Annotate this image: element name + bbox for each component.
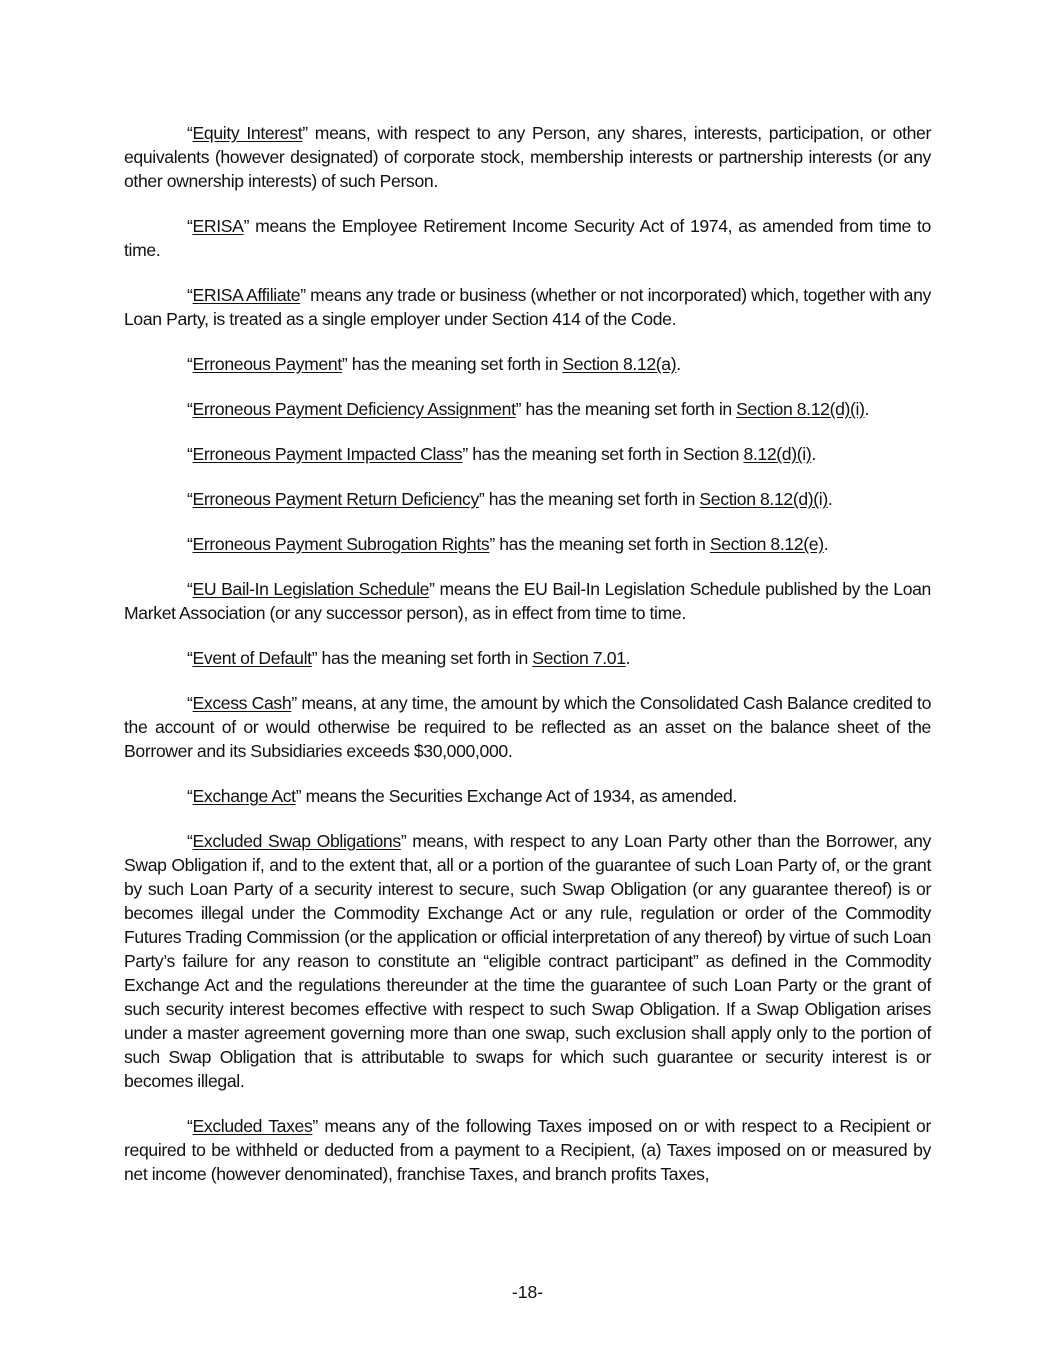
definition-text: has the meaning set forth in (347, 354, 563, 374)
definition-text: . (864, 399, 870, 419)
definition-paragraph: “Erroneous Payment Subrogation Rights” has the meaning set forth in Section 8.12(e). (187, 534, 829, 554)
definitions-section (124, 121, 931, 1207)
definition-paragraph: “EU Bail-In Legislation Schedule” means the EU Bail-In Legislation Schedule published by the Loan Market Association (or any successor person), as in effect from time to time. (124, 579, 931, 623)
defined-term: Excluded Swap Obligations (192, 831, 401, 851)
definition-text: . (625, 648, 631, 668)
page-number: -18- (511, 1282, 544, 1302)
definition-text: has the meaning set forth in Section (467, 444, 744, 464)
definition-text: means, at any time, the amount by which the Consolidated Cash Balance credited to the account of or would otherwise be required to be reflected as an asset on the balance sheet of the Borrower and its Subsidiaries exceeds $30,000,000. (124, 693, 931, 761)
defined-term: Excluded Taxes (192, 1116, 313, 1136)
definition-paragraph: “Excess Cash” means, at any time, the amount by which the Consolidated Cash Balance credited to the account of or would otherwise be required to be reflected as an asset on the balance sheet of the Borrower and its Subsidiaries exceeds $30,000,000. (124, 693, 931, 761)
definition-text: means the Securities Exchange Act of 1934, as amended. (301, 786, 737, 806)
definition-text: means the Employee Retirement Income Security Act of 1974, as amended from time to time. (124, 216, 931, 260)
defined-term: Event of Default (192, 648, 312, 668)
defined-term: ERISA Affiliate (192, 285, 301, 305)
defined-term: Erroneous Payment (192, 354, 342, 374)
definition-paragraph: “Equity Interest” means, with respect to any Person, any shares, interests, participation, or other equivalents (however designated) of corporate stock, membership interests or partnership interests (or any other ownership interests) of such Person. (124, 123, 931, 191)
section-reference: 8.12(d)(i) (743, 444, 812, 464)
section-reference: Section 7.01 (532, 648, 626, 668)
definition-paragraph: “Exchange Act” means the Securities Exchange Act of 1934, as amended. (187, 786, 737, 806)
definition-text: means, with respect to any Loan Party other than the Borrower, any Swap Obligation if, and to the extent that, all or a portion of the guarantee of such Loan Party of, or the grant by such Loan Party of a security interest to secure, such Swap Obligation (or any guarantee thereof) is or becomes illegal under the Commodity Exchange Act or any rule, regulation or order of the Commodity Futures Trading Commission (or the application or official interpretation of any thereof) by virtue of such Loan Party’s failure for any reason to constitute an “eligible contract participant” as defined in the Commodity Exchange Act and the regulations thereunder at the time the guarantee of such Loan Party or the grant of such security interest becomes effective with respect to such Swap Obligation. If a Swap Obligation arises under a master agreement governing more than one swap, such exclusion shall apply only to the portion of such Swap Obligation that is attributable to swaps for which such guarantee or security interest is or becomes illegal. (124, 831, 931, 1091)
definition-paragraph: “Erroneous Payment Deficiency Assignment” has the meaning set forth in Section 8.12(d)(i). (187, 399, 870, 419)
definition-text: . (823, 534, 829, 554)
definition-text: . (811, 444, 816, 464)
definition-text: means, with respect to any Person, any shares, interests, participation, or other equivalents (however designated) of corporate stock, membership interests or partnership interests (or any other ownership interests) of such Person. (124, 123, 931, 191)
definition-paragraph: “Erroneous Payment Return Deficiency” has the meaning set forth in Section 8.12(d)(i). (187, 489, 833, 509)
section-reference: Section 8.12(d)(i) (699, 489, 828, 509)
definition-paragraph: “Excluded Taxes” means any of the following Taxes imposed on or with respect to a Recipient or required to be withheld or deducted from a payment to a Recipient, (a) Taxes imposed on or measured by net income (however denominated), franchise Taxes, and branch profits Taxes, (124, 1116, 931, 1184)
section-reference: Section 8.12(a) (562, 354, 677, 374)
definition-text: . (827, 489, 833, 509)
defined-term: Equity Interest (192, 123, 303, 143)
definition-text: has the meaning set forth in (521, 399, 737, 419)
definition-paragraph: “Erroneous Payment Impacted Class” has the meaning set forth in Section 8.12(d)(i). (187, 444, 816, 464)
definition-text: has the meaning set forth in (317, 648, 533, 668)
definition-text: means any trade or business (whether or not incorporated) which, together with any Loan Party, is treated as a single employer under Section 414 of the Code. (124, 285, 931, 329)
section-reference: Section 8.12(d)(i) (736, 399, 865, 419)
definition-text: . (676, 354, 681, 374)
defined-term: EU Bail-In Legislation Schedule (192, 579, 430, 599)
definition-text: means any of the following Taxes imposed on or with respect to a Recipient or required to be withheld or deducted from a payment to a Recipient, (a) Taxes imposed on or measured by net income (however denominated), franchise Taxes, and branch profits Taxes, (124, 1116, 931, 1184)
defined-term: Erroneous Payment Deficiency Assignment (192, 399, 516, 419)
definition-paragraph: “Event of Default” has the meaning set forth in Section 7.01. (187, 648, 631, 668)
definition-paragraph: “Excluded Swap Obligations” means, with respect to any Loan Party other than the Borrower, any Swap Obligation if, and to the extent that, all or a portion of the guarantee of such Loan Party of, or the grant by such Loan Party of a security interest to secure, such Swap Obligation (or any guarantee thereof) is or becomes illegal under the Commodity Exchange Act or any rule, regulation or order of the Commodity Futures Trading Commission (or the application or official interpretation of any thereof) by virtue of such Loan Party’s failure for any reason to constitute an “eligible contract participant” as defined in the Commodity Exchange Act and the regulations thereunder at the time the guarantee of such Loan Party or the grant of such security interest becomes effective with respect to such Swap Obligation. If a Swap Obligation arises under a master agreement governing more than one swap, such exclusion shall apply only to the portion of such Swap Obligation that is attributable to swaps for which such guarantee or security interest is or becomes illegal. (124, 831, 931, 1091)
definition-text: means the EU Bail-In Legislation Schedule published by the Loan Market Association (or any successor person), as in effect from time to time. (124, 579, 931, 623)
definition-paragraph: “Erroneous Payment” has the meaning set forth in Section 8.12(a). (187, 354, 681, 374)
defined-term: Erroneous Payment Impacted Class (192, 444, 463, 464)
defined-term: Erroneous Payment Subrogation Rights (192, 534, 490, 554)
section-reference: Section 8.12(e) (709, 534, 824, 554)
definition-text: has the meaning set forth in (484, 489, 700, 509)
definition-text: has the meaning set forth in (494, 534, 710, 554)
defined-term: Excess Cash (192, 693, 292, 713)
defined-term: ERISA (192, 216, 244, 236)
defined-term: Exchange Act (192, 786, 296, 806)
definition-paragraph: “ERISA” means the Employee Retirement Income Security Act of 1974, as amended from time to time. (124, 216, 931, 260)
defined-term: Erroneous Payment Return Deficiency (192, 489, 479, 509)
definition-paragraph: “ERISA Affiliate” means any trade or business (whether or not incorporated) which, together with any Loan Party, is treated as a single employer under Section 414 of the Code. (124, 285, 931, 329)
